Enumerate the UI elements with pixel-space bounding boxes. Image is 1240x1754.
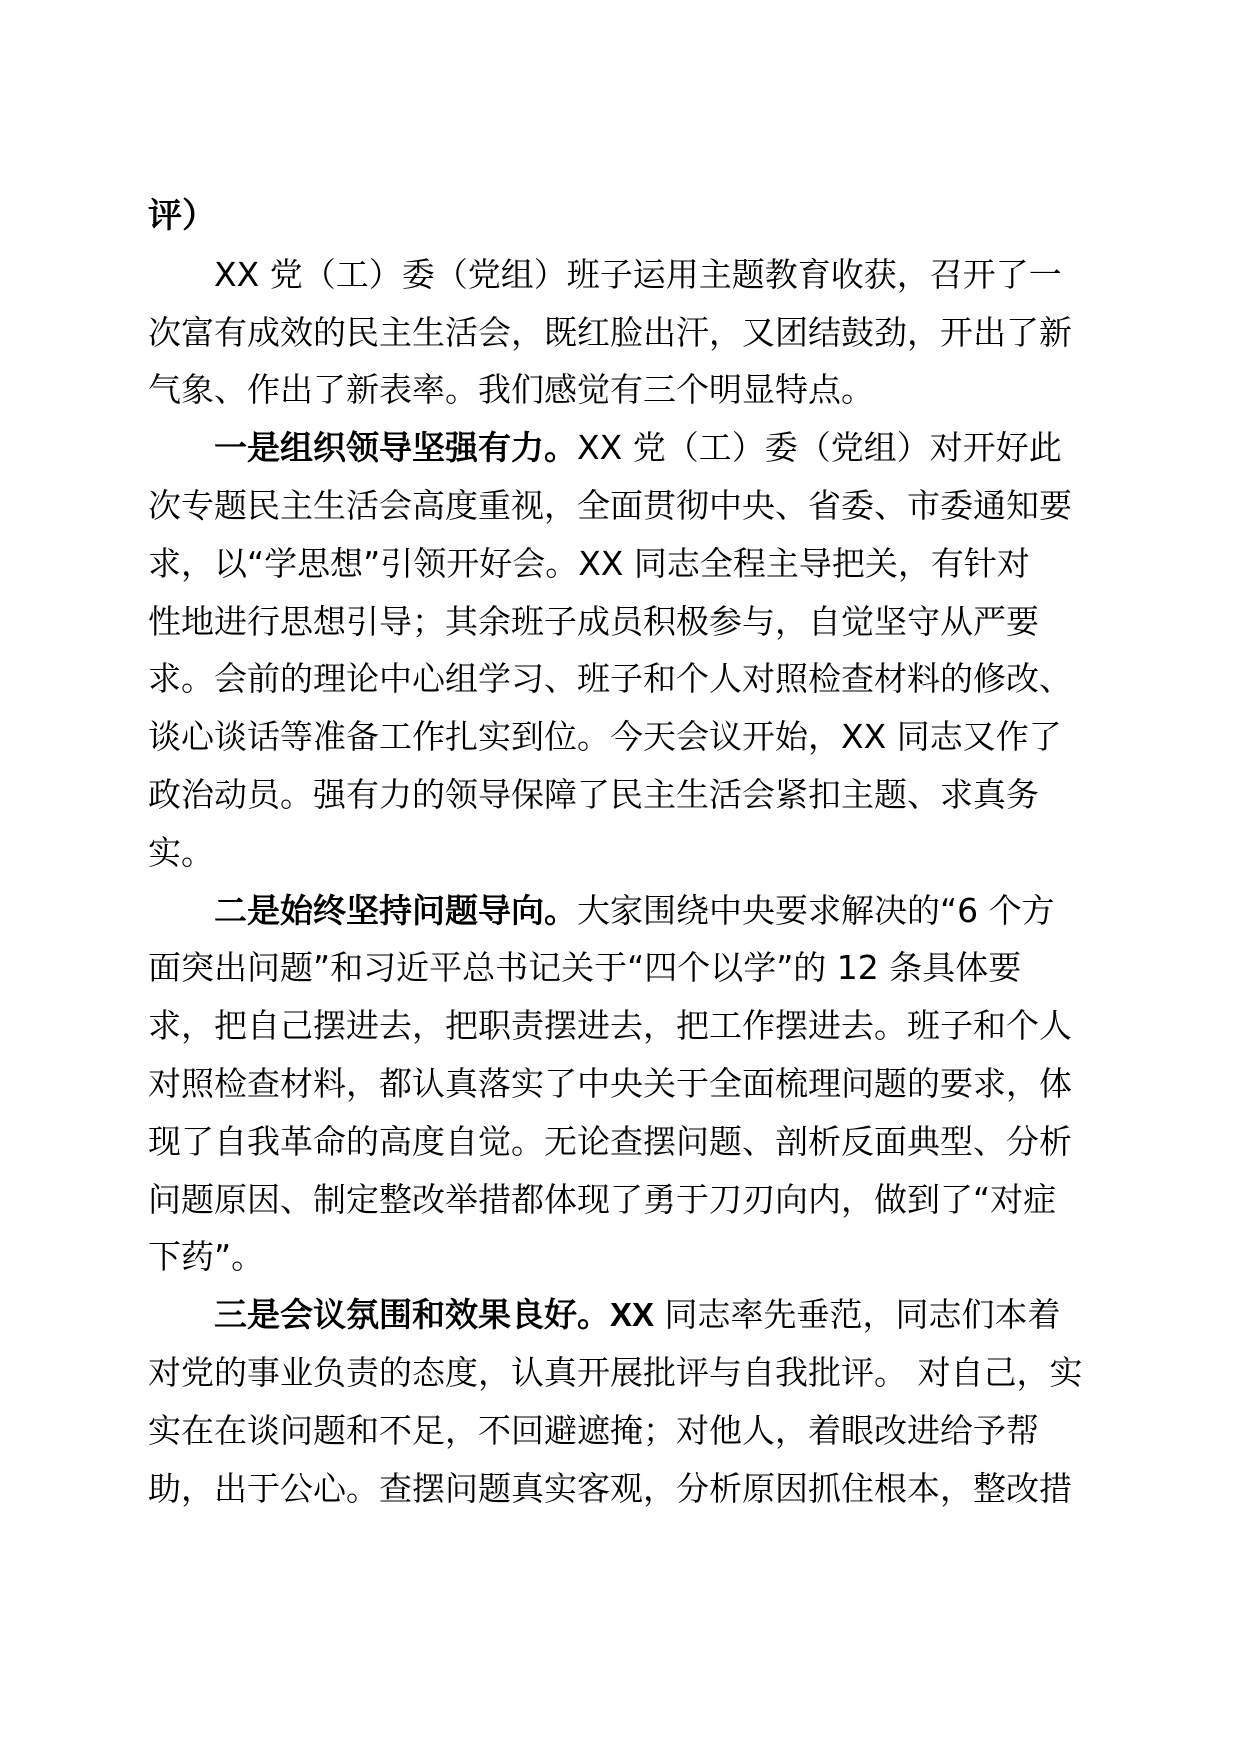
- paragraph-line: 下药”。: [148, 1237, 265, 1277]
- heading-tail: 评）: [148, 196, 216, 236]
- paragraph-first-line: [148, 882, 1092, 940]
- document-body: [148, 188, 1092, 1517]
- paragraph-line: 对党的事业负责的态度，认真开展批评与自我批评。 对自己，实: [148, 1352, 1083, 1392]
- paragraph-line: 谈心谈话等准备工作扎实到位。今天会议开始，XX 同志又作了: [148, 717, 1062, 757]
- paragraph-point-three: [148, 1286, 1092, 1517]
- paragraph-line: 政治动员。强有力的领导保障了民主生活会紧扣主题、求真务: [148, 774, 1039, 814]
- paragraph-line: 实在在谈问题和不足，不回避遮掩；对他人，着眼改进给予帮: [148, 1410, 1039, 1450]
- paragraph-line-text: 同志率先垂范，同志们本着: [654, 1295, 1061, 1335]
- paragraph-lead-extra: XX: [610, 1296, 655, 1334]
- paragraph-lead: 二是始终坚持问题导向。: [214, 890, 577, 930]
- paragraph-line: 面突出问题”和习近平总书记关于“四个以学”的 12 条具体要: [148, 948, 1022, 988]
- paragraph-line: 助，出于公心。查摆问题真实客观，分析原因抓住根本，整改措: [148, 1468, 1072, 1508]
- paragraph-lead: 三是会议氛围和效果良好。: [214, 1295, 610, 1335]
- paragraph-line: 现了自我革命的高度自觉。无论查摆问题、剖析反面典型、分析: [148, 1121, 1072, 1161]
- paragraph-line: 求，以“学思想”引领开好会。XX 同志全程主导把关，有针对: [148, 543, 1030, 583]
- paragraph-line: 次专题民主生活会高度重视，全面贯彻中央、省委、市委通知要: [148, 485, 1072, 525]
- paragraph-line: 求，把自己摆进去，把职责摆进去，把工作摆进去。班子和个人: [148, 1006, 1072, 1046]
- paragraph-line: 性地进行思想引导；其余班子成员积极参与，自觉坚守从严要: [148, 601, 1039, 641]
- paragraph-line: 对照检查材料，都认真落实了中央关于全面梳理问题的要求，体: [148, 1063, 1072, 1103]
- paragraph-line: 实。: [148, 832, 214, 872]
- paragraph-line: 求。会前的理论中心组学习、班子和个人对照检查材料的修改、: [148, 659, 1072, 699]
- paragraph-line: XX 党（工）委（党组）班子运用主题教育收获，召开了一: [214, 254, 1062, 294]
- paragraph-point-one: [148, 419, 1092, 881]
- paragraph-first-line: [148, 1286, 1092, 1344]
- paragraph-line-text: XX 党（工）委（党组）对开好此: [577, 428, 1062, 468]
- paragraph-line: 问题原因、制定整改举措都体现了勇于刀刃向内，做到了“对症: [148, 1179, 1057, 1219]
- paragraph-intro: [148, 246, 1092, 419]
- paragraph-line: 次富有成效的民主生活会，既红脸出汗，又团结鼓劲，开出了新: [148, 312, 1072, 352]
- paragraph-point-two: [148, 882, 1092, 1287]
- paragraph-line-text: 大家围绕中央要求解决的“6 个方: [577, 890, 1055, 930]
- paragraph-lead: 一是组织领导坚强有力。: [214, 428, 577, 468]
- paragraph-line: 气象、作出了新表率。我们感觉有三个明显特点。: [148, 370, 874, 410]
- paragraph-first-line: [148, 419, 1092, 477]
